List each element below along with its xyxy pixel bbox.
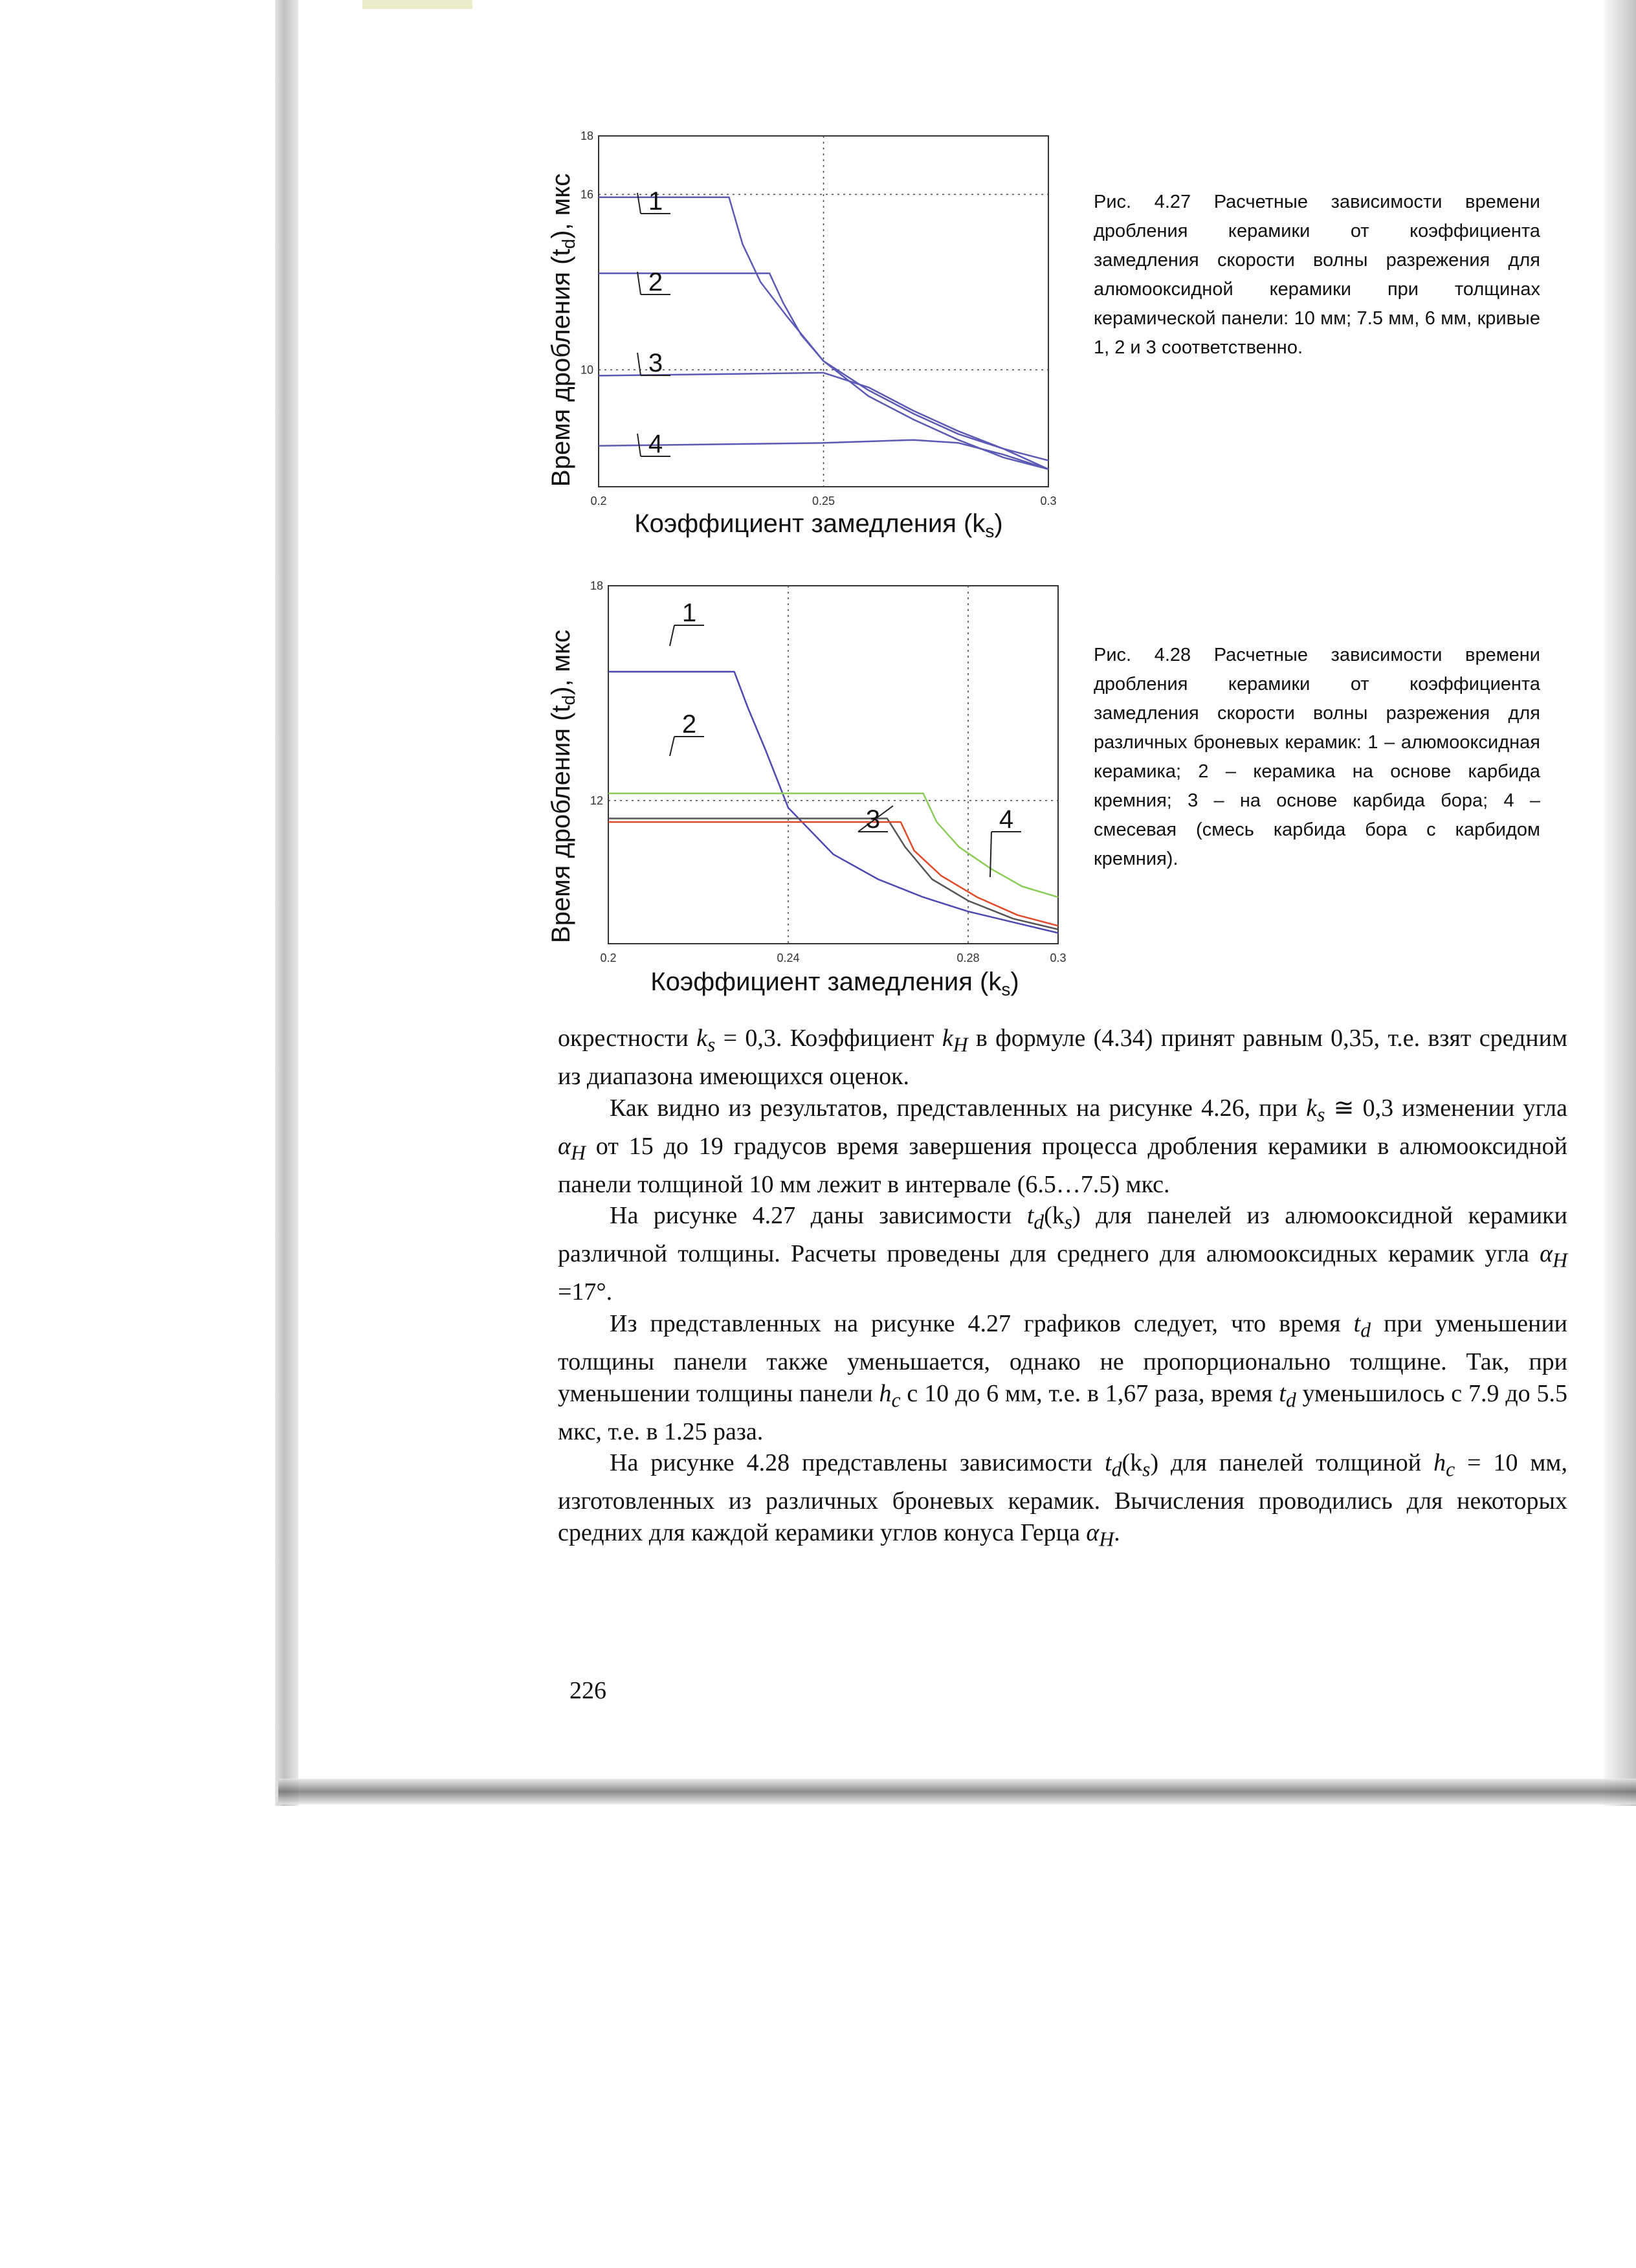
chart2-ylabel: Время дробления $(t_d)$, мкс bbox=[547, 629, 579, 944]
svg-text:4: 4 bbox=[648, 430, 663, 458]
body-text bbox=[558, 1023, 1567, 1555]
x-tick-label: 0.2 bbox=[590, 495, 607, 507]
paragraph-4: Из представленных на рисунке 4.27 графиков следует, что время $t_d$ при уменьшении толщины панели также уменьшается, однако не пропорционально толщине. Так, при уменьшении толщины панели $h_c$ с 10 до 6 мм, т.е. в 1,67 раза, время $t_d$ уменьшилось с 7.9 до 5.5 мкс, т.е. в 1.25 раза. bbox=[558, 1309, 1568, 1445]
figure-4-27-caption: Рис. 4.27 Расчетные зависимости времени дробления керамики от коэффициента замедления скорости волны разрежения для алюмооксидной керамики при толщинах керамической панели: 10 мм; 7.5 мм, 6 мм, кривые 1, 2 и 3 соответственно. bbox=[1094, 192, 1540, 358]
plot-frame bbox=[608, 586, 1058, 944]
svg-text:1: 1 bbox=[681, 599, 697, 627]
series-line-1 bbox=[608, 672, 1058, 933]
svg-text:1: 1 bbox=[648, 187, 663, 216]
x-tick-label: 0.25 bbox=[812, 495, 835, 507]
paragraph-3: На рисунке 4.27 даны зависимости $t_d(k_s)$ для панелей из алюмооксидной керамики различной толщины. Расчеты проведены для среднего для алюмооксидных керамик угла $\alpha_H =17^\circ$. bbox=[558, 1202, 1567, 1306]
curve-label-2 bbox=[670, 710, 704, 756]
curve-label-4 bbox=[990, 805, 1021, 877]
svg-text:3: 3 bbox=[865, 805, 881, 834]
curve-label-1 bbox=[670, 599, 704, 646]
paragraph-2: Как видно из результатов, представленных на рисунке 4.26, при $k_s$ ≅ 0,3 изменении угла $\alpha_H$ от 15 до 19 градусов время завершения процесса дробления керамики в алюмооксидной панели толщиной 10 мм лежит в интервале (6.5…7.5) мкс. bbox=[558, 1094, 1567, 1198]
chart1-xlabel: Коэффициент замедления $(k_s)$ bbox=[634, 509, 1003, 541]
y-tick-label: 18 bbox=[590, 579, 603, 592]
svg-text:2: 2 bbox=[681, 710, 697, 739]
y-tick-label: 10 bbox=[580, 363, 593, 377]
page-number: 226 bbox=[569, 1677, 606, 1704]
svg-text:4: 4 bbox=[999, 805, 1014, 834]
paragraph-1: окрестности $k_s = 0,3$. Коэффициент $k_H$ в формуле (4.34) принят равным 0,35, т.е. взят средним из диапазона имеющихся оценок. bbox=[558, 1025, 1567, 1091]
y-tick-label: 18 bbox=[580, 129, 593, 142]
x-tick-label: 0.3 bbox=[1050, 951, 1067, 964]
x-tick-label: 0.24 bbox=[777, 951, 800, 964]
chart2-xlabel: Коэффициент замедления $(k_s)$ bbox=[650, 968, 1019, 999]
svg-text:3: 3 bbox=[648, 349, 663, 377]
x-tick-label: 0.2 bbox=[600, 951, 617, 964]
svg-text:2: 2 bbox=[648, 268, 663, 296]
figure-4-28-caption: Рис. 4.28 Расчетные зависимости времени дробления керамики от коэффициента замедления скорости волны разрежения для различных броневых керамик: 1 – алюмооксидная керамика; 2 – керамика на основе карбида кремния; 3 – на основе карбида бора; 4 – смесевая (смесь карбида бора с карбидом кремния). bbox=[1094, 645, 1540, 869]
chart1-ylabel: Время дробления $(t_d)$, мкс bbox=[547, 173, 579, 487]
y-tick-label: 16 bbox=[580, 188, 593, 201]
y-tick-label: 12 bbox=[590, 794, 603, 807]
paragraph-5: На рисунке 4.28 представлены зависимости $t_d(k_s)$ для панелей толщиной $h_c = 10$ мм, изготовленных из различных броневых керамик. Вычисления проводились для некоторых средних для каждой керамики углов конуса Герца $\alpha_H$. bbox=[558, 1449, 1567, 1551]
x-tick-label: 0.3 bbox=[1040, 495, 1057, 507]
x-tick-label: 0.28 bbox=[956, 951, 980, 964]
